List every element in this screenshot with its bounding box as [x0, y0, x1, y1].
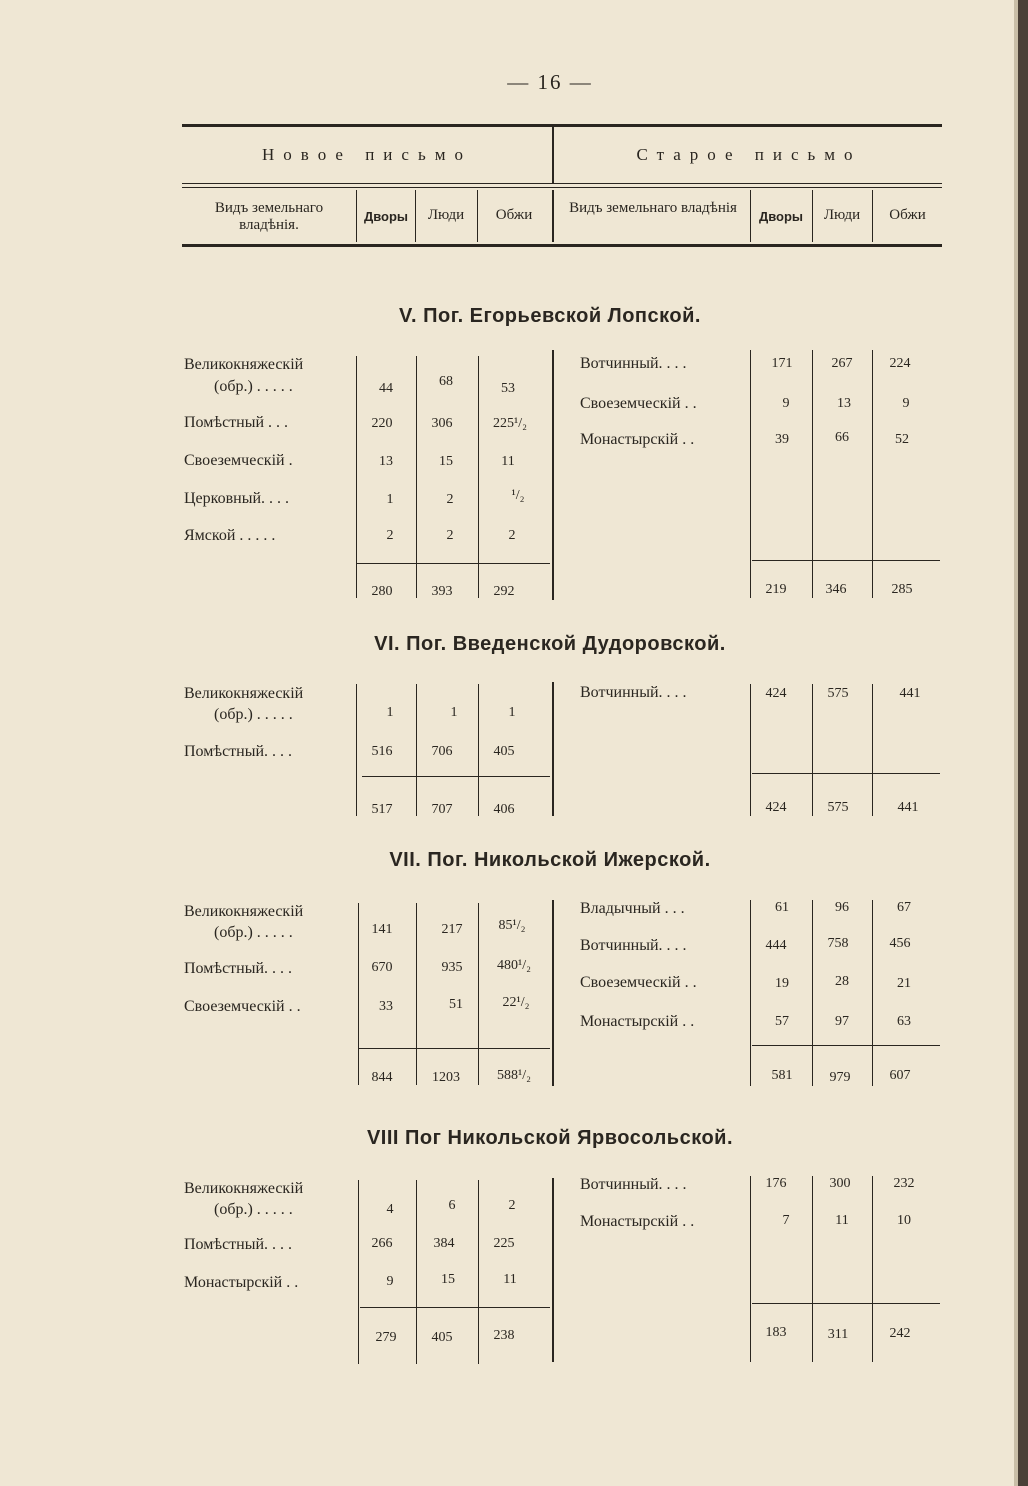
row-label: Своеземческій . .: [580, 974, 697, 991]
cell: 706: [431, 744, 453, 759]
row-label: Помѣстный. . . .: [184, 960, 293, 977]
cell: 171: [771, 356, 793, 371]
cell: 424: [765, 686, 787, 701]
cell: 224: [889, 356, 911, 371]
cell: 63: [897, 1014, 911, 1029]
old-letter-heading: Старое письмо: [636, 145, 862, 164]
total-cell: 280: [371, 584, 393, 599]
total-cell: 346: [825, 582, 847, 597]
cell: 51: [449, 997, 463, 1012]
row-label: Великокняжескій: [184, 1180, 304, 1197]
cell: 97: [835, 1014, 849, 1029]
total-cell: 238: [493, 1328, 515, 1343]
total-cell: 575: [827, 800, 849, 815]
cell: 670: [371, 960, 393, 975]
col-dvory-new: Дворы: [363, 209, 409, 224]
cell: 15: [441, 1272, 455, 1287]
cell: ¹/₂: [511, 488, 525, 503]
section-title: VII. Пог. Никольской Ижерской.: [389, 849, 711, 871]
total-cell: 406: [493, 802, 515, 817]
cell: 66: [835, 430, 849, 445]
total-cell: 242: [889, 1326, 911, 1341]
cell: 2: [386, 528, 394, 543]
cell: 267: [831, 356, 853, 371]
section-title: VIII Пог Никольской Ярвосольской.: [366, 1127, 734, 1149]
cell: 1: [508, 705, 516, 720]
col-obzhi-new: Обжи: [495, 207, 533, 223]
row-label: Монастырскій . .: [184, 1274, 299, 1291]
cell: 19: [775, 976, 789, 991]
cell: 575: [827, 686, 849, 701]
total-cell: 393: [431, 584, 453, 599]
row-label: Помѣстный . . .: [184, 414, 289, 431]
col-dvory-old: Дворы: [758, 209, 804, 224]
cell: 85¹/₂: [498, 918, 526, 933]
cell: 141: [371, 922, 393, 937]
cell: 52: [895, 432, 909, 447]
cell: 15: [439, 454, 453, 469]
row-label: Вотчинный. . . .: [580, 355, 687, 372]
cell: 176: [765, 1176, 787, 1191]
col-obzhi-old: Обжи: [889, 207, 926, 223]
cell: 300: [829, 1176, 851, 1191]
row-label: Вотчинный. . . .: [580, 937, 687, 954]
row-label: Своеземческій . .: [580, 395, 697, 412]
row-label: Вотчинный. . . .: [580, 1176, 687, 1193]
cell: 96: [835, 900, 849, 915]
cell: 2: [508, 1198, 516, 1213]
cell: 2: [446, 492, 454, 507]
cell: 61: [775, 900, 789, 915]
cell: 405: [493, 744, 515, 759]
new-letter-heading: Новое письмо: [262, 145, 472, 164]
cell: 39: [775, 432, 789, 447]
row-label: Вотчинный. . . .: [580, 684, 687, 701]
row-label: Великокняжескій: [184, 903, 304, 920]
row-label: (обр.) . . . . .: [214, 378, 293, 395]
cell: 13: [837, 396, 851, 411]
cell: 21: [897, 976, 911, 991]
cell: 232: [893, 1176, 915, 1191]
page-edge: [1018, 0, 1028, 1486]
cell: 456: [889, 936, 911, 951]
row-label: Монастырскій . .: [580, 431, 695, 448]
total-cell: 183: [765, 1325, 787, 1340]
cell: 10: [897, 1213, 911, 1228]
cell: 1: [450, 705, 458, 720]
cell: 2: [446, 528, 454, 543]
cell: 28: [835, 974, 849, 989]
total-cell: 588¹/₂: [497, 1068, 531, 1083]
row-label: Монастырскій . .: [580, 1013, 695, 1030]
cell: 4: [386, 1202, 394, 1217]
cell: 384: [433, 1236, 455, 1251]
cell: 935: [441, 960, 463, 975]
total-cell: 405: [431, 1330, 453, 1345]
cell: 444: [765, 938, 787, 953]
total-cell: 707: [431, 802, 453, 817]
cell: 68: [439, 374, 453, 389]
cell: 44: [379, 381, 393, 396]
cell: 33: [379, 999, 393, 1014]
cell: 217: [441, 922, 463, 937]
cell: 11: [835, 1213, 849, 1228]
row-label: Своеземческій . .: [184, 998, 301, 1015]
total-cell: 424: [765, 800, 787, 815]
cell: 9: [902, 396, 910, 411]
cell: 266: [371, 1236, 393, 1251]
col-lyudi-new: Люди: [427, 207, 465, 223]
cell: 225: [493, 1236, 515, 1251]
cell: 516: [371, 744, 393, 759]
row-label: Ямской . . . . .: [184, 527, 276, 544]
cell: 6: [448, 1198, 456, 1213]
total-cell: 311: [827, 1327, 849, 1342]
cell: 7: [782, 1213, 790, 1228]
total-cell: 844: [371, 1070, 393, 1085]
cell: 53: [501, 381, 515, 396]
section-title: V. Пог. Егорьевской Лопской.: [399, 305, 701, 327]
total-cell: 517: [371, 802, 393, 817]
total-cell: 581: [771, 1068, 793, 1083]
col-lyudi-old: Люди: [823, 207, 861, 223]
cell: 67: [897, 900, 911, 915]
cell: 220: [371, 416, 393, 431]
cell: 225¹/₂: [493, 416, 527, 431]
total-cell: 219: [765, 582, 787, 597]
cell: 480¹/₂: [497, 958, 531, 973]
cell: 306: [431, 416, 453, 431]
row-label: Монастырскій . .: [580, 1213, 695, 1230]
total-cell: 279: [375, 1330, 397, 1345]
total-cell: 607: [889, 1068, 911, 1083]
section-title: VI. Пог. Введенской Дудоровской.: [374, 633, 726, 655]
total-cell: 979: [829, 1070, 851, 1085]
row-label: Помѣстный. . . .: [184, 743, 293, 760]
total-cell: 292: [493, 584, 515, 599]
col-kind-old: Видъ земельнаго владѣнія: [569, 200, 737, 216]
cell: 1: [386, 492, 394, 507]
cell: 13: [379, 454, 393, 469]
row-label: Владычный . . .: [580, 900, 685, 917]
row-label: (обр.) . . . . .: [214, 1201, 293, 1218]
row-label: (обр.) . . . . .: [214, 924, 293, 941]
cell: 9: [386, 1274, 394, 1289]
row-label: Своеземческій .: [184, 452, 293, 469]
cell: 11: [503, 1272, 517, 1287]
cell: 441: [899, 686, 921, 701]
total-cell: 1203: [432, 1070, 460, 1085]
row-label: Великокняжескій: [184, 356, 304, 373]
total-cell: 285: [891, 582, 913, 597]
cell: 9: [782, 396, 790, 411]
cell: 11: [501, 454, 515, 469]
cell: 57: [775, 1014, 789, 1029]
row-label: Помѣстный. . . .: [184, 1236, 293, 1253]
cell: 22¹/₂: [502, 995, 530, 1010]
cell: 2: [508, 528, 516, 543]
row-label: Великокняжескій: [184, 685, 304, 702]
col-kind-new: Видъ земельнаго владѣнія.: [214, 200, 324, 233]
row-label: (обр.) . . . . .: [214, 706, 293, 723]
total-cell: 441: [897, 800, 919, 815]
row-label: Церковный. . . .: [184, 490, 290, 507]
cell: 1: [386, 705, 394, 720]
page-number: — 16 —: [507, 70, 593, 94]
cell: 758: [827, 936, 849, 951]
